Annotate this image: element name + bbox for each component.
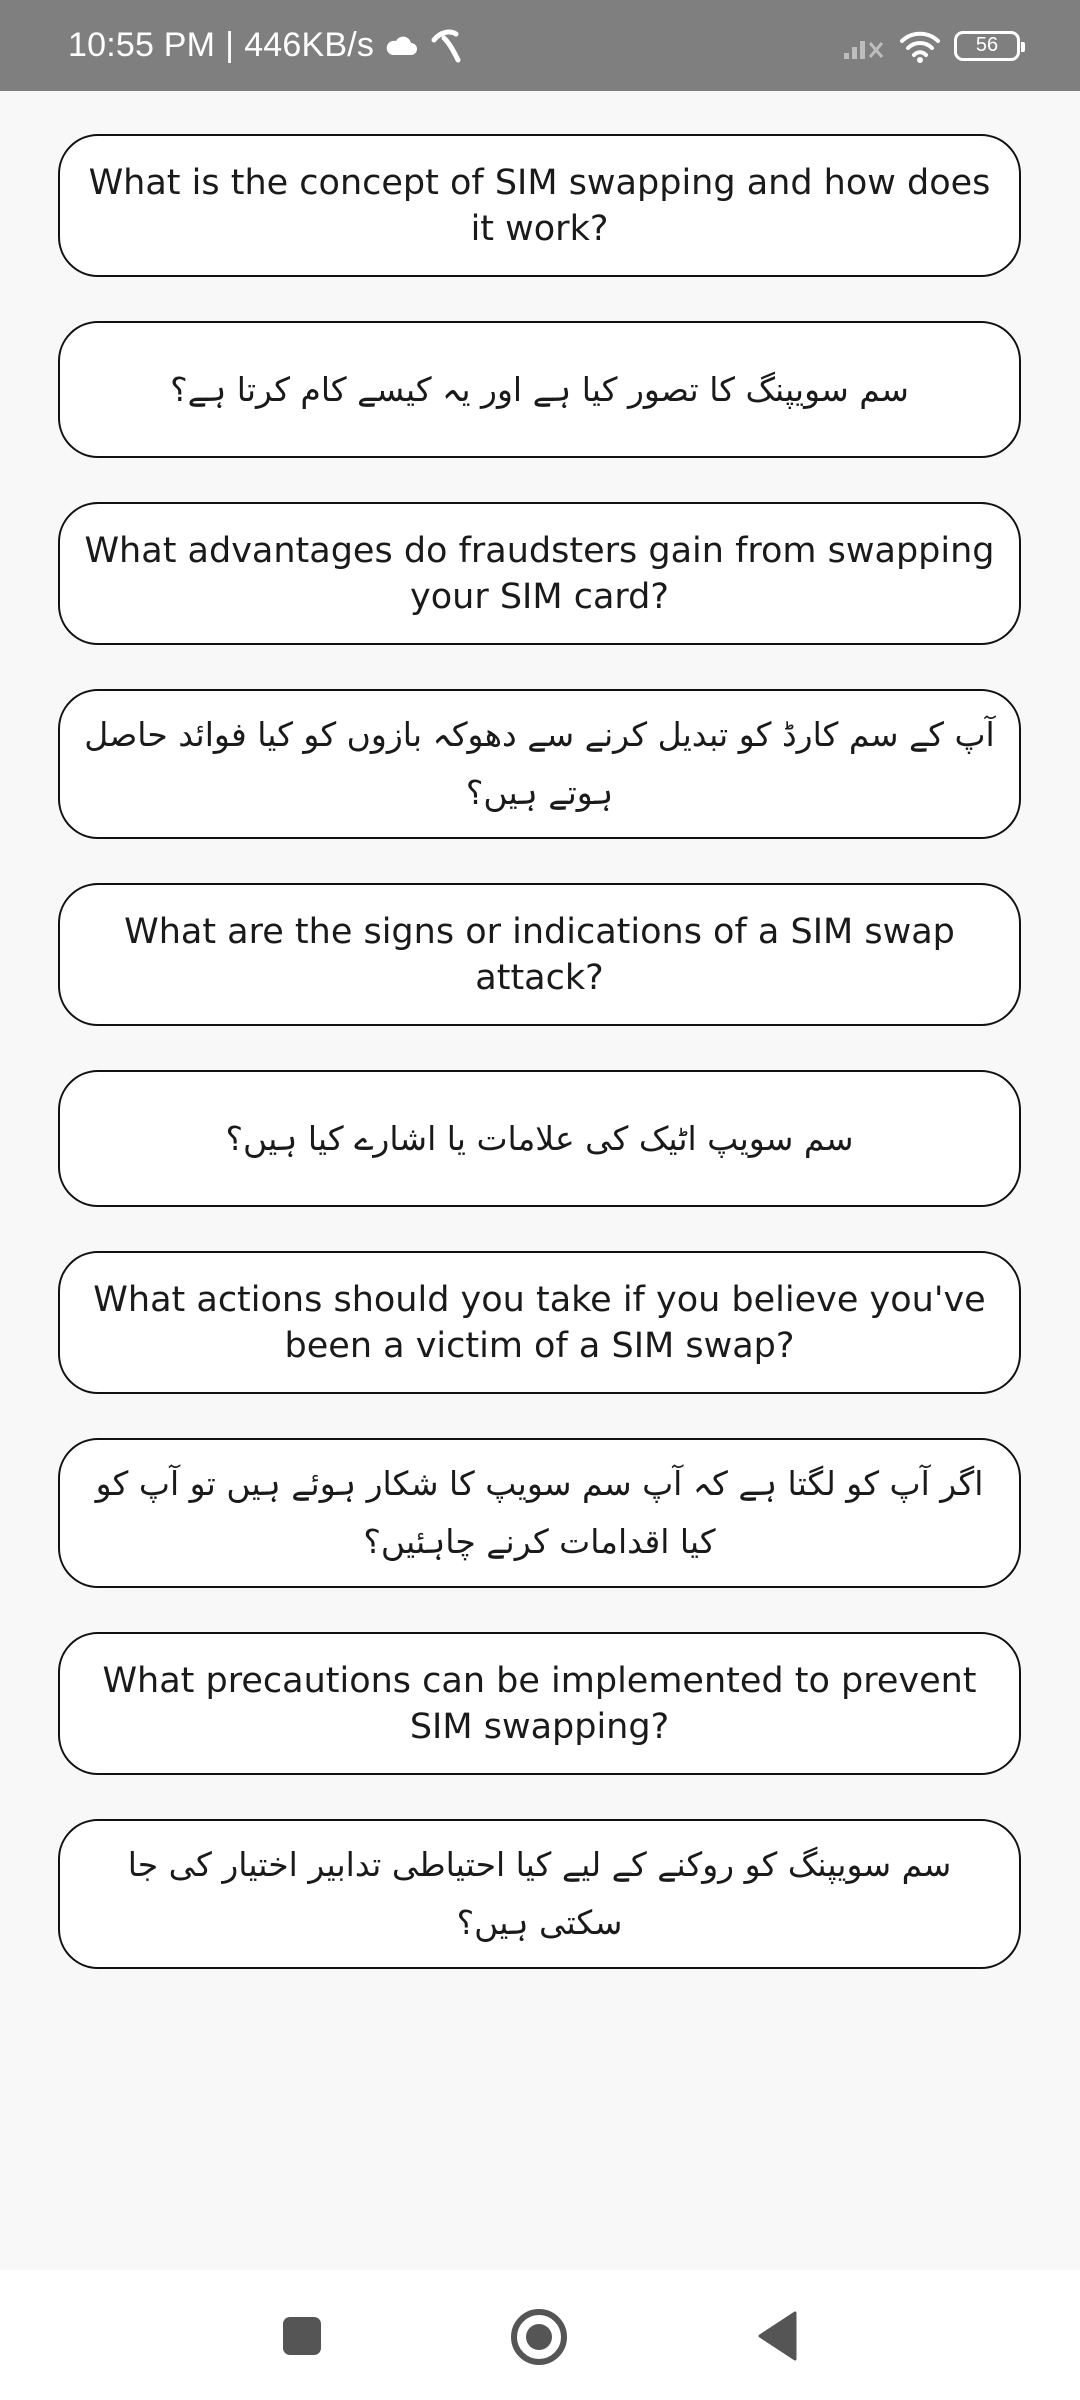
faq-question-sim-swap-concept-en[interactable] bbox=[58, 134, 1021, 277]
faq-question-precautions-en[interactable] bbox=[58, 1632, 1021, 1775]
navigation-bar bbox=[0, 2270, 1080, 2400]
faq-question-fraudster-advantages-en[interactable] bbox=[58, 502, 1021, 645]
faq-question-text: What actions should you take if you believe you've been a victim of a SIM swap? bbox=[93, 1279, 986, 1366]
faq-question-text: What precautions can be implemented to prevent SIM swapping? bbox=[102, 1660, 977, 1747]
home-button[interactable] bbox=[508, 2306, 570, 2368]
recents-button[interactable] bbox=[276, 2310, 328, 2362]
faq-question-victim-actions-en[interactable] bbox=[58, 1251, 1021, 1394]
battery-level: 56 bbox=[975, 34, 999, 56]
faq-question-text: What are the signs or indications of a SIM swap attack? bbox=[124, 911, 955, 998]
faq-question-text: سم سویپ اٹیک کی علامات یا اشارے کیا ہیں؟ bbox=[225, 1118, 854, 1158]
faq-question-text: What is the concept of SIM swapping and how does it work? bbox=[88, 162, 991, 249]
faq-question-victim-actions-ur[interactable] bbox=[58, 1438, 1021, 1588]
faq-question-precautions-ur[interactable] bbox=[58, 1819, 1021, 1969]
faq-question-attack-signs-ur[interactable] bbox=[58, 1070, 1021, 1207]
back-button[interactable] bbox=[752, 2308, 802, 2364]
signal-icon bbox=[842, 31, 886, 61]
faq-question-fraudster-advantages-ur[interactable] bbox=[58, 689, 1021, 839]
faq-list bbox=[58, 134, 1021, 2013]
status-right bbox=[842, 29, 1020, 63]
faq-question-text: سم سویپنگ کو روکنے کے لیے کیا احتیاطی تدابیر اختیار کی جا سکتی ہیں؟ bbox=[127, 1845, 952, 1942]
faq-question-text: اگر آپ کو لگتا ہے کہ آپ سم سویپ کا شکار ہوئے ہیں تو آپ کو کیا اقدامات کرنے چاہئیں؟ bbox=[95, 1464, 984, 1561]
status-bar bbox=[0, 0, 1080, 91]
cloud-icon bbox=[384, 35, 418, 57]
faq-question-sim-swap-concept-ur[interactable] bbox=[58, 321, 1021, 458]
back-triangle-icon bbox=[755, 2310, 799, 2362]
status-separator: | bbox=[225, 26, 235, 64]
status-network-speed: 446KB/s bbox=[244, 26, 375, 64]
battery-icon bbox=[954, 31, 1020, 61]
square-icon bbox=[281, 2315, 323, 2357]
faq-question-attack-signs-en[interactable] bbox=[58, 883, 1021, 1026]
status-time: 10:55 PM bbox=[68, 26, 216, 64]
faq-question-text: سم سویپنگ کا تصور کیا ہے اور یہ کیسے کام کرتا ہے؟ bbox=[170, 369, 909, 409]
home-circle-icon bbox=[509, 2307, 569, 2367]
wifi-icon bbox=[898, 29, 942, 63]
carrier-icon bbox=[428, 28, 466, 64]
faq-question-text: What advantages do fraudsters gain from swapping your SIM card? bbox=[84, 530, 995, 617]
faq-question-text: آپ کے سم کارڈ کو تبدیل کرنے سے دھوکہ بازوں کو کیا فوائد حاصل ہوتے ہیں؟ bbox=[84, 715, 995, 812]
status-left bbox=[68, 26, 466, 65]
